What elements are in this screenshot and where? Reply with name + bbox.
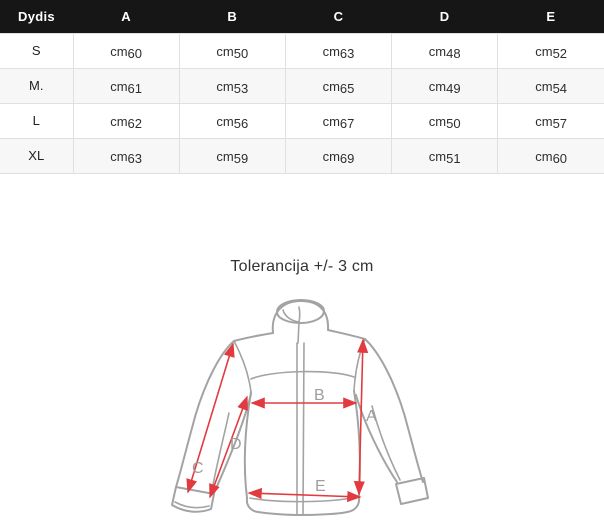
size-label-cell: XL [0,138,73,173]
unit-prefix: cm [216,78,234,94]
measurement-cell [179,68,285,103]
measurement-cell [285,33,391,68]
unit-prefix: cm [110,78,128,94]
measure-label-a: A [366,407,377,425]
unit-prefix: cm [535,78,553,94]
measurement-value: 48 [446,45,461,61]
jacket-diagram-svg [0,288,604,531]
measurement-cell [498,103,604,138]
measure-line-a [359,340,363,494]
measurement-cell [285,103,391,138]
column-header: D [392,0,498,33]
measurement-cell [498,68,604,103]
measurement-value: 51 [446,150,461,166]
table-row [0,33,604,68]
size-chart-header [0,0,604,33]
unit-prefix: cm [110,148,128,164]
unit-prefix: cm [216,148,234,164]
measurement-value: 56 [233,115,249,131]
table-row [0,68,604,103]
measurement-value: 69 [339,150,355,166]
table-row [0,138,604,173]
measurement-cell [73,103,179,138]
measurement-cell [392,103,498,138]
size-label-cell: M. [0,68,73,103]
measure-label-c: C [192,459,204,477]
unit-prefix: cm [216,43,234,59]
measurement-cell [179,138,285,173]
unit-prefix: cm [428,78,447,94]
column-header: E [498,0,604,33]
measurement-value: 57 [552,115,568,131]
unit-prefix: cm [322,43,340,59]
measurement-arrows [188,340,363,497]
column-header: C [285,0,391,33]
measurement-cell [73,33,179,68]
measurement-value: 53 [233,80,249,96]
jacket-measurement-diagram [0,288,604,531]
header-row [0,0,604,33]
size-chart-table [0,0,604,174]
unit-prefix: cm [535,43,553,59]
measurement-cell [285,68,391,103]
measurement-cell [73,138,179,173]
size-label-cell: S [0,33,73,68]
unit-prefix: cm [110,43,128,59]
measurement-value: 65 [339,80,355,96]
column-header: Dydis [0,0,73,33]
measurement-value: 62 [127,115,142,131]
measurement-value: 50 [446,115,461,131]
table-row [0,103,604,138]
jacket-outline-drawing [172,300,428,515]
measurement-value: 60 [552,150,568,166]
measure-line-e [249,493,360,497]
measurement-cell [179,103,285,138]
measure-label-d: D [230,435,242,453]
unit-prefix: cm [322,148,340,164]
unit-prefix: cm [322,113,340,129]
column-header: B [179,0,285,33]
tolerance-note: Tolerancija +/- 3 cm [230,257,374,275]
measurement-cell [392,138,498,173]
measurement-value: 63 [127,150,142,166]
measurement-cell [73,68,179,103]
measurement-value: 63 [339,45,355,61]
measurement-cell [392,68,498,103]
measurement-cell [285,138,391,173]
unit-prefix: cm [428,43,447,59]
measurement-value: 49 [446,80,461,96]
measurement-value: 67 [339,115,355,131]
measurement-value: 54 [552,80,568,96]
size-label-cell: L [0,103,73,138]
measurement-cell [392,33,498,68]
measurement-value: 52 [552,45,568,61]
measurement-value: 59 [233,150,249,166]
unit-prefix: cm [216,113,234,129]
unit-prefix: cm [110,113,128,129]
measurement-value: 61 [127,80,142,96]
measurement-cell [498,138,604,173]
unit-prefix: cm [535,113,553,129]
column-header: A [73,0,179,33]
measurement-value: 60 [127,45,142,61]
size-table-body [0,33,604,173]
measure-label-e: E [315,477,326,495]
unit-prefix: cm [535,148,553,164]
measurement-cell [498,33,604,68]
unit-prefix: cm [428,148,447,164]
unit-prefix: cm [322,78,340,94]
measure-label-b: B [314,386,325,404]
measurement-cell [179,33,285,68]
measurement-value: 50 [233,45,249,61]
unit-prefix: cm [428,113,447,129]
